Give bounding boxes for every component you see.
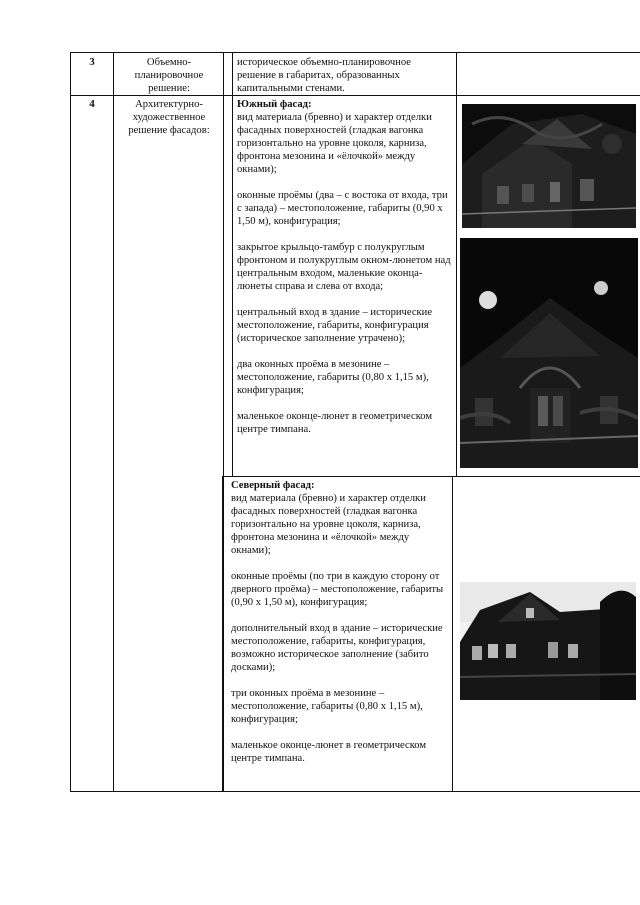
table-divider-col3-upper [232, 52, 233, 476]
row-separator [70, 95, 640, 96]
south-facade-photo-1 [462, 104, 636, 228]
row-label: Архитектурно-художественное решение фасадов: [128, 99, 210, 136]
row-number: 3 [89, 56, 95, 68]
table-border-left [70, 52, 71, 792]
south-facade-item: два оконных проёма в мезонине – местоположение, габариты (0,80 х 1,15 м), конфигурация; [237, 359, 429, 396]
north-facade-photo [460, 582, 636, 700]
north-facade-section [231, 479, 448, 765]
table-border-bottom [70, 791, 640, 792]
subrow-separator [222, 476, 640, 477]
south-facade-photo-2 [460, 238, 638, 468]
row-label: Объемно-планировочное решение: [134, 57, 204, 94]
table-divider-col3-lower [222, 476, 223, 792]
north-facade-heading: Северный фасад: [231, 480, 315, 491]
south-facade-section [237, 98, 452, 436]
north-facade-item: маленькое оконце-люнет в геометрическом центре тимпана. [231, 740, 427, 764]
south-facade-item: оконные проёмы (два – с востока от входа, три с запада) – местоположение, габариты (0,90 х 1,50 м), конфигурация; [237, 190, 448, 227]
table-divider-col2 [223, 52, 224, 792]
table-divider-col1 [113, 52, 114, 792]
south-facade-item: маленькое оконце-люнет в геометрическом центре тимпана. [237, 411, 433, 435]
south-facade-heading: Южный фасад: [237, 99, 312, 110]
south-facade-item: закрытое крыльцо-тамбур с полукруглым фронтоном и полукруглым окном-люнетом над центральным входом, маленькие оконца-люнеты справа и слева от входа; [237, 242, 451, 292]
north-facade-item: оконные проёмы (по три в каждую сторону от дверного проёма) – местоположение, габариты (0,90 х 1,50 м), конфигурация; [231, 571, 444, 608]
south-facade-item: вид материала (бревно) и характер отделки фасадных поверхностей (гладкая вагонка горизонтально на уровне цоколя, карниза, фронтона мезонина и «ёлочкой» между окнами); [237, 112, 432, 175]
north-facade-item: дополнительный вход в здание – исторические местоположение, габариты, конфигурация, возможно историческое заполнение (забито досками); [231, 623, 443, 673]
south-facade-item: центральный вход в здание – исторические местоположение, габариты, конфигурация (историческое заполнение утрачено); [237, 307, 433, 344]
north-facade-item: три оконных проёма в мезонине – местоположение, габариты (0,80 х 1,15 м), конфигурация; [231, 688, 423, 725]
table-divider-col4-upper [456, 52, 457, 476]
table-border-top [70, 52, 640, 53]
row-number: 4 [89, 98, 95, 110]
table-divider-col4-lower [452, 476, 453, 792]
north-facade-item: вид материала (бревно) и характер отделки фасадных поверхностей (гладкая вагонка горизонтально на уровне цоколя, карниза, фронтона мезонина и «ёлочкой» между окнами); [231, 493, 426, 556]
row-text: историческое объемно-планировочное решение в габаритах, образованных капитальными стенами. [237, 57, 411, 94]
